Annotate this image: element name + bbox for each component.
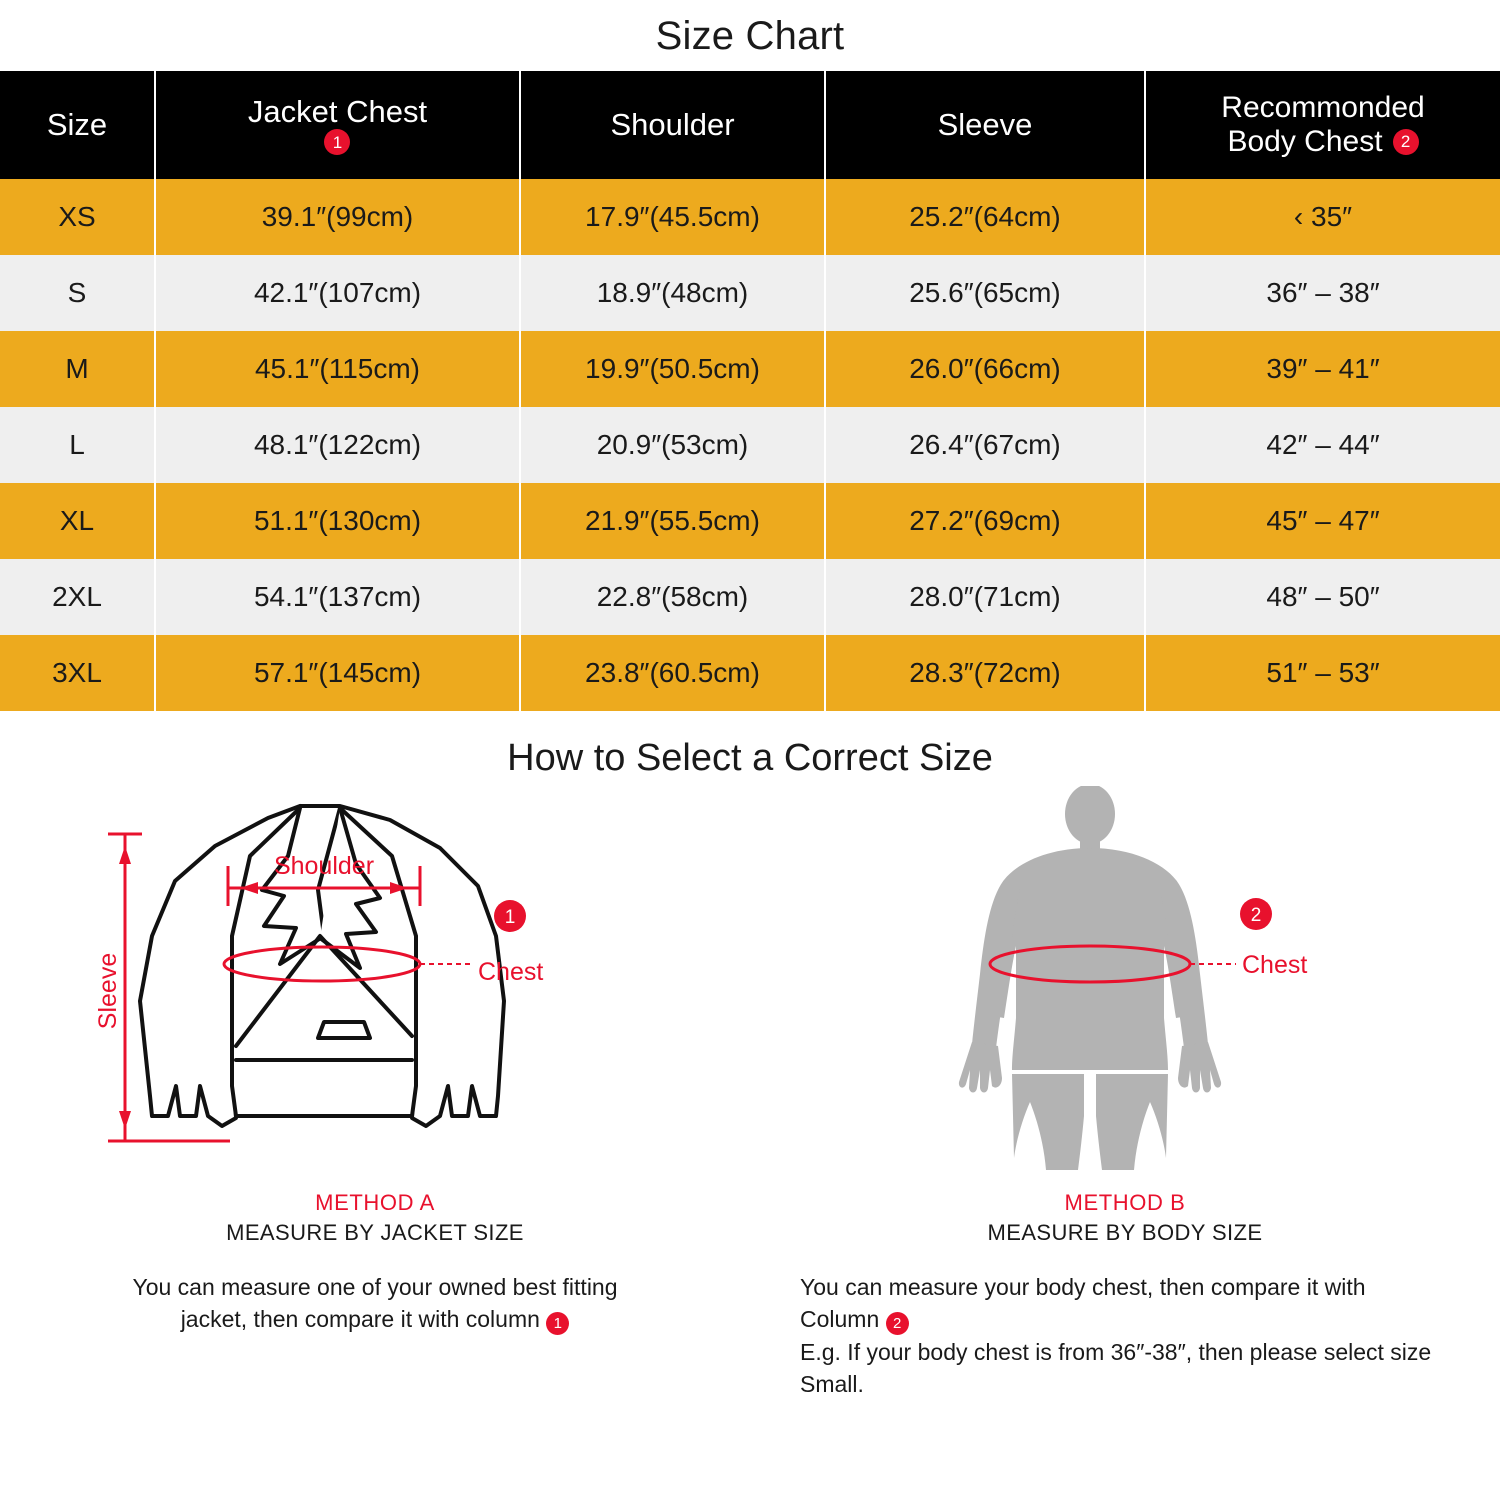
svg-text:2: 2 bbox=[1250, 905, 1262, 926]
cell-body-chest: 42″ – 44″ bbox=[1145, 407, 1500, 483]
cell-sleeve: 25.2″(64cm) bbox=[825, 179, 1145, 255]
svg-text:1: 1 bbox=[504, 907, 516, 928]
column-header-jacket-chest bbox=[155, 71, 520, 179]
cell-jacket-chest: 48.1″(122cm) bbox=[155, 407, 520, 483]
method-b-label: METHOD B bbox=[1064, 1190, 1186, 1215]
cell-shoulder: 22.8″(58cm) bbox=[520, 559, 825, 635]
method-b-description-text: You can measure your body chest, then compare it with Column bbox=[800, 1274, 1366, 1332]
cell-body-chest: 39″ – 41″ bbox=[1145, 331, 1500, 407]
size-table bbox=[0, 71, 1500, 711]
method-a-sublabel: MEASURE BY JACKET SIZE bbox=[226, 1220, 524, 1245]
table-header bbox=[0, 71, 1500, 179]
cell-sleeve: 27.2″(69cm) bbox=[825, 483, 1145, 559]
cell-shoulder: 20.9″(53cm) bbox=[520, 407, 825, 483]
cell-body-chest: 45″ – 47″ bbox=[1145, 483, 1500, 559]
cell-sleeve: 26.0″(66cm) bbox=[825, 331, 1145, 407]
badge-1-icon: 1 bbox=[324, 129, 350, 155]
table-header-row bbox=[0, 71, 1500, 179]
body-illustration bbox=[750, 786, 1500, 1186]
table-row bbox=[0, 179, 1500, 255]
cell-jacket-chest: 39.1″(99cm) bbox=[155, 179, 520, 255]
cell-body-chest: 51″ – 53″ bbox=[1145, 635, 1500, 711]
svg-text:Shoulder: Shoulder bbox=[273, 852, 375, 880]
column-header-body-chest-line2: Body Chest bbox=[1227, 125, 1383, 158]
cell-sleeve: 28.3″(72cm) bbox=[825, 635, 1145, 711]
cell-shoulder: 21.9″(55.5cm) bbox=[520, 483, 825, 559]
column-header-shoulder bbox=[520, 71, 825, 179]
column-header-body-chest bbox=[1145, 71, 1500, 179]
cell-body-chest: 48″ – 50″ bbox=[1145, 559, 1500, 635]
column-header-body-chest-line1: Recommonded bbox=[1221, 91, 1425, 125]
cell-size: L bbox=[0, 407, 155, 483]
cell-size: 2XL bbox=[0, 559, 155, 635]
table-body bbox=[0, 179, 1500, 711]
method-a-label: METHOD A bbox=[315, 1190, 435, 1215]
howto-panels bbox=[0, 786, 1500, 1401]
method-a-description bbox=[0, 1272, 750, 1335]
column-header-sleeve-label: Sleeve bbox=[937, 106, 1033, 142]
cell-jacket-chest: 51.1″(130cm) bbox=[155, 483, 520, 559]
column-header-shoulder-label: Shoulder bbox=[610, 106, 735, 142]
column-header-jacket-chest-label: Jacket Chest bbox=[247, 93, 428, 129]
method-b-description-example: E.g. If your body chest is from 36″-38″, then please select size Small. bbox=[800, 1339, 1432, 1398]
page-title: Size Chart bbox=[655, 14, 845, 58]
cell-jacket-chest: 45.1″(115cm) bbox=[155, 331, 520, 407]
table-row bbox=[0, 559, 1500, 635]
cell-jacket-chest: 57.1″(145cm) bbox=[155, 635, 520, 711]
cell-body-chest: 36″ – 38″ bbox=[1145, 255, 1500, 331]
cell-shoulder: 17.9″(45.5cm) bbox=[520, 179, 825, 255]
badge-2-icon: 2 bbox=[1393, 129, 1419, 155]
method-b-description bbox=[750, 1272, 1500, 1401]
cell-size: XL bbox=[0, 483, 155, 559]
cell-body-chest: ‹ 35″ bbox=[1145, 179, 1500, 255]
badge-1-icon: 1 bbox=[546, 1312, 569, 1335]
method-b-sublabel: MEASURE BY BODY SIZE bbox=[987, 1220, 1263, 1245]
method-a-panel bbox=[0, 786, 750, 1401]
cell-shoulder: 18.9″(48cm) bbox=[520, 255, 825, 331]
cell-jacket-chest: 42.1″(107cm) bbox=[155, 255, 520, 331]
table-row bbox=[0, 255, 1500, 331]
table-row bbox=[0, 483, 1500, 559]
column-header-size bbox=[0, 71, 155, 179]
cell-shoulder: 19.9″(50.5cm) bbox=[520, 331, 825, 407]
svg-text:Sleeve: Sleeve bbox=[94, 952, 122, 1030]
svg-text:Chest: Chest bbox=[478, 958, 544, 986]
method-b-panel bbox=[750, 786, 1500, 1401]
cell-sleeve: 26.4″(67cm) bbox=[825, 407, 1145, 483]
column-header-size-label: Size bbox=[46, 106, 108, 142]
cell-size: 3XL bbox=[0, 635, 155, 711]
cell-size: S bbox=[0, 255, 155, 331]
method-a-description-text: You can measure one of your owned best fitting jacket, then compare it with column bbox=[132, 1274, 618, 1332]
cell-size: M bbox=[0, 331, 155, 407]
howto-title: How to Select a Correct Size bbox=[507, 737, 993, 779]
cell-sleeve: 25.6″(65cm) bbox=[825, 255, 1145, 331]
table-row bbox=[0, 331, 1500, 407]
cell-shoulder: 23.8″(60.5cm) bbox=[520, 635, 825, 711]
table-row bbox=[0, 635, 1500, 711]
cell-sleeve: 28.0″(71cm) bbox=[825, 559, 1145, 635]
cell-jacket-chest: 54.1″(137cm) bbox=[155, 559, 520, 635]
column-header-sleeve bbox=[825, 71, 1145, 179]
badge-2-icon: 2 bbox=[886, 1312, 909, 1335]
svg-text:Chest: Chest bbox=[1242, 951, 1308, 979]
cell-size: XS bbox=[0, 179, 155, 255]
table-row bbox=[0, 407, 1500, 483]
jacket-illustration bbox=[0, 786, 750, 1186]
